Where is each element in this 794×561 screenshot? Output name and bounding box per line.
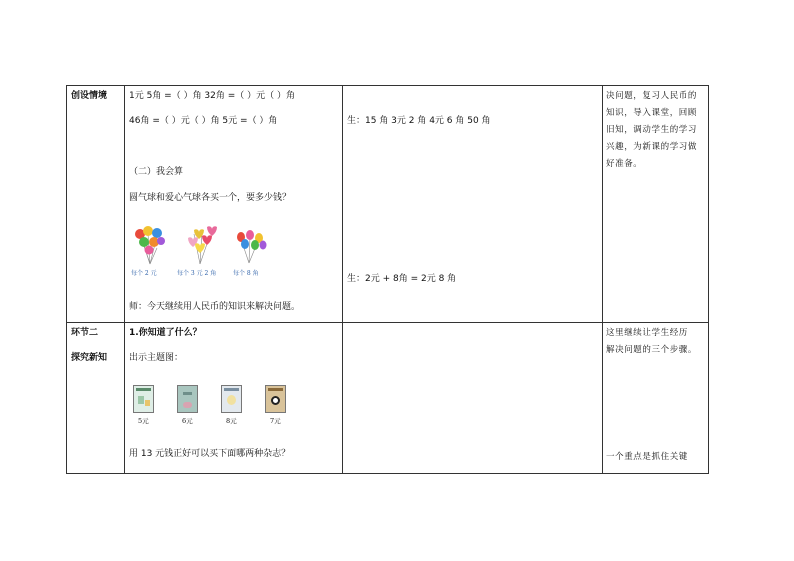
stage-label-line-1: 环节二 — [71, 328, 99, 338]
intent-line: 解决问题的三个步骤。 — [606, 345, 698, 355]
balloon-price-1: 每个 2 元 — [131, 270, 157, 277]
balloon-question: 圆气球和爱心气球各买一个，要多少钱？ — [129, 193, 292, 203]
intent-line: 兴趣，为新课的学习做 — [606, 142, 698, 152]
intent-line: 旧知，调动学生的学习 — [606, 125, 698, 135]
design-intent-cell — [603, 323, 709, 474]
magazine-price-2: 6元 — [182, 417, 193, 425]
intent-line: 这里继续让学生经历 — [606, 328, 688, 338]
show-picture-text: 出示主题图： — [129, 353, 184, 363]
student-response-cell — [343, 86, 603, 323]
balloon-price-2: 每个 3 元 2 角 — [177, 270, 217, 277]
student-answer-1: 生：15 角 3元 2 角 4元 6 角 50 角 — [347, 116, 491, 126]
stage-cell — [67, 323, 125, 474]
magazine-cover-2 — [177, 385, 198, 413]
lesson-plan-table — [66, 85, 709, 474]
magazine-price-1: 5元 — [138, 417, 149, 425]
stage-cell — [67, 86, 125, 323]
exercise-line-1: 1元 5角 =（ ）角 32角 =（ ）元（ ）角 — [129, 91, 296, 101]
section-heading: 1.你知道了什么？ — [129, 328, 202, 338]
magazine-price-3: 8元 — [226, 417, 237, 425]
oval-balloons-image — [233, 229, 267, 265]
design-intent-cell — [603, 86, 709, 323]
magazine-price-4: 7元 — [270, 417, 281, 425]
student-answer-2: 生：2元 + 8角 = 2元 8 角 — [347, 274, 457, 284]
magazine-cover-3 — [221, 385, 242, 413]
intent-line: 决问题，复习人民币的 — [606, 91, 698, 101]
magazine-cover-4 — [265, 385, 286, 413]
heart-balloons-image — [185, 224, 219, 266]
magazine-cover-1 — [133, 385, 154, 413]
table-row — [67, 86, 709, 323]
section-title: （二）我会算 — [129, 167, 184, 177]
activity-cell — [125, 323, 343, 474]
intent-line: 知识，导入课堂，回顾 — [606, 108, 698, 118]
activity-cell — [125, 86, 343, 323]
student-response-cell — [343, 323, 603, 474]
table-row — [67, 323, 709, 474]
magazine-question: 用 13 元钱正好可以买下面哪两种杂志？ — [129, 449, 291, 459]
round-balloons-image — [133, 224, 167, 266]
balloon-price-3: 每个 8 角 — [233, 270, 259, 277]
stage-label: 创设情境 — [71, 91, 108, 101]
stage-label-line-2: 探究新知 — [71, 353, 108, 363]
intent-line: 一个重点是抓住关键 — [606, 452, 688, 462]
intent-line: 好准备。 — [606, 159, 643, 169]
exercise-line-2: 46角 =（ ）元（ ）角 5元 =（ ）角 — [129, 116, 278, 126]
teacher-line: 师：今天继续用人民币的知识来解决问题。 — [129, 302, 301, 312]
